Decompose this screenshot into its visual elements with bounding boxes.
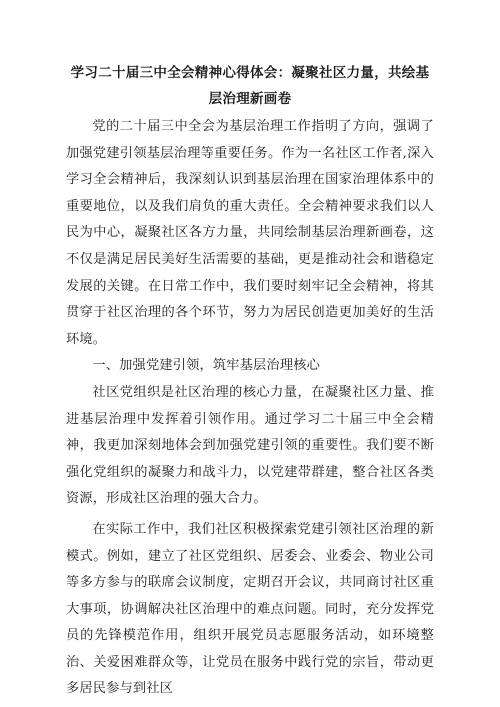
- title-line-2: 层治理新画卷: [208, 91, 292, 107]
- body-paragraph-2: 社区党组织是社区治理的核心力量，在凝聚社区力量、推进基层治理中发挥着引领作用。通过学习二十届三中全会精神，我更加深刻地体会到加强党建引领的重要性。我们要不断强化党组织的凝聚力和战斗力，以党建带群建，整合社区各类资源，形成社区治理的强大合力。: [66, 384, 434, 507]
- document-title: [66, 60, 434, 112]
- title-line-1: 学习二十届三中全会精神心得体会：凝聚社区力量，共绘基: [70, 65, 430, 81]
- intro-paragraph: 党的二十届三中全会为基层治理工作指明了方向，强调了加强党建引领基层治理等重要任务。作为一名社区工作者,深入学习全会精神后，我深刻认识到基层治理在国家治理体系中的重要地位，以及我们肩负的重大责任。全会精神要求我们以人民为中心，凝聚社区各方力量，共同绘制基层治理新画卷，这不仅是满足居民美好生活需要的基础，更是推动社会和谐稳定发展的关键。在日常工作中，我们要时刻牢记全会精神，将其贯穿于社区治理的各个环节，努力为居民创造更加美好的生活环境。: [66, 119, 434, 347]
- body-paragraph-3: 在实际工作中，我们社区积极探索党建引领社区治理的新模式。例如，建立了社区党组织、居委会、业委会、物业公司等多方参与的联席会议制度，定期召开会议，共同商讨社区重大事项，协调解决社区治理中的难点问题。同时，充分发挥党员的先锋模范作用，组织开展党员志愿服务活动，如环境整治、关爱困难群众等，让党员在服务中践行党的宗旨，带动更多居民参与到社区: [66, 521, 434, 697]
- section-heading-1: 一、加强党建引领，筑牢基层治理核心: [92, 358, 320, 374]
